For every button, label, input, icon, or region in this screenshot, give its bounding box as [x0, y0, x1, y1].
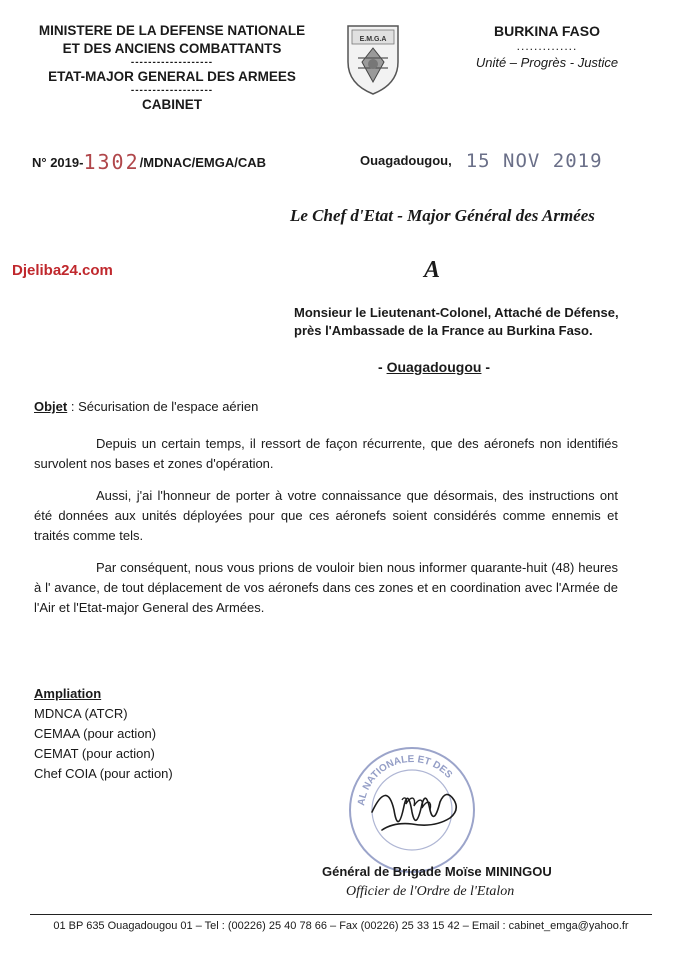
- addressee-marker: A: [424, 257, 441, 283]
- ampliation-list: [34, 684, 173, 784]
- ministry-header: [22, 22, 322, 114]
- ampliation-item: Chef COIA (pour action): [34, 766, 173, 781]
- staff-name: ETAT-MAJOR GENERAL DES ARMEES: [48, 69, 296, 84]
- ampliation-item: CEMAT (pour action): [34, 746, 155, 761]
- reference-suffix: /MDNAC/EMGA/CAB: [139, 155, 267, 170]
- footer-divider: [30, 914, 652, 915]
- date-stamp: 15 NOV 2019: [465, 150, 603, 172]
- country-name: BURKINA FASO: [493, 23, 601, 39]
- addressee-city-suffix: -: [481, 359, 491, 375]
- addressee-city: [378, 359, 490, 375]
- header-separator-1: -------------------: [130, 57, 214, 68]
- subject-text: : Sécurisation de l'espace aérien: [67, 399, 259, 414]
- ministry-line-1: MINISTERE DE LA DEFENSE NATIONALE: [38, 23, 306, 38]
- subject-line: [34, 399, 258, 414]
- emblem-text: E.M.G.A: [359, 36, 387, 43]
- addressee-city-prefix: -: [378, 359, 387, 375]
- national-motto: Unité – Progrès - Justice: [475, 55, 619, 70]
- country-separator: ..............: [516, 39, 578, 53]
- body-paragraph: Aussi, j'ai l'honneur de porter à votre connaissance que désormais, des instructions ont été données aux unités déployées pour que ces aéronefs soient considérés comme ennemis et traités comme tels.: [34, 488, 618, 543]
- ampliation-item: CEMAA (pour action): [34, 726, 157, 741]
- ampliation-title: Ampliation: [34, 686, 102, 701]
- subject-label: Objet: [34, 399, 68, 414]
- footer-contact: 01 BP 635 Ouagadougou 01 – Tel : (00226) 25 40 78 66 – Fax (00226) 25 33 15 42 – Email : cabinet_emga@yahoo.fr: [53, 920, 629, 932]
- reference-number: [32, 148, 266, 172]
- watermark: Djeliba24.com: [12, 262, 113, 279]
- reference-prefix: N° 2019-: [32, 155, 84, 170]
- sender-title: Le Chef d'Etat - Major Général des Armées: [290, 206, 595, 225]
- addressee-city-name: Ouagadougou: [386, 359, 482, 375]
- signatory-name: Général de Brigade Moïse MININGOU: [322, 864, 552, 879]
- emga-emblem-icon: [344, 22, 402, 96]
- ampliation-item: MDNCA (ATCR): [34, 706, 128, 721]
- country-header: [442, 22, 652, 72]
- place-date: [360, 148, 603, 170]
- cabinet-label: CABINET: [142, 97, 202, 112]
- addressee: Monsieur le Lieutenant-Colonel, Attaché de Défense, près l'Ambassade de la France au Burkina Faso.: [294, 305, 619, 338]
- official-seal-stamp: [342, 740, 482, 880]
- body-paragraph: Depuis un certain temps, il ressort de façon récurrente, que des aéronefs non identifiés survolent nos bases et zones d'opération.: [34, 436, 618, 471]
- seal-text: AL NATIONALE ET DES: [356, 753, 455, 807]
- ministry-line-2: ET DES ANCIENS COMBATTANTS: [62, 41, 282, 56]
- reference-stamp-number: 1302: [83, 150, 140, 174]
- body-paragraph: Par conséquent, nous vous prions de vouloir bien nous informer quarante-huit (48) heures à l' avance, de tout déplacement de vos aéronefs dans ces zones et en coordination avec l'Armée de l'Air et l'Etat-major General des Armées.: [34, 560, 618, 615]
- signatory-distinction: Officier de l'Ordre de l'Etalon: [346, 884, 515, 899]
- header-separator-2: -------------------: [130, 85, 214, 96]
- city-label: Ouagadougou,: [360, 153, 452, 168]
